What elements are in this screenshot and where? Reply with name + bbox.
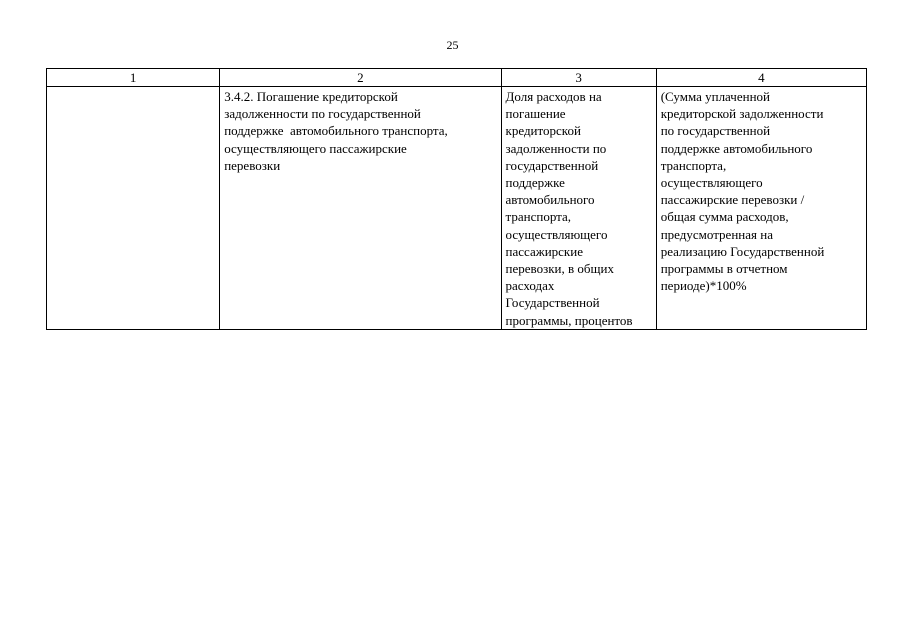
indicator-table — [46, 68, 867, 330]
table-row — [47, 87, 867, 330]
text-line: программы в отчетном — [660, 261, 788, 277]
page-number: 25 — [446, 38, 459, 52]
cell-indicator-description — [501, 87, 656, 330]
text-line: по государственной — [660, 123, 771, 139]
column-header-2: 2 — [220, 69, 501, 87]
text-line: осуществляющего пассажирские — [224, 140, 407, 156]
cell-calculation-formula — [656, 87, 866, 330]
text-line: задолженности по — [505, 140, 607, 156]
text-line: кредиторской — [505, 123, 581, 139]
text-line: предусмотренная на — [660, 226, 773, 242]
text-line: погашение — [505, 106, 566, 122]
text-line: осуществляющего — [505, 226, 608, 242]
text-line: общая сумма расходов, — [660, 209, 789, 225]
table-header-row — [47, 69, 867, 87]
text-line: осуществляющего — [660, 175, 763, 191]
text-line: программы, процентов — [505, 312, 633, 328]
column-header-4: 4 — [656, 69, 866, 87]
cell-indicator-name — [220, 87, 501, 330]
text-line: реализацию Государственной — [660, 243, 825, 259]
text-line: транспорта, — [505, 209, 572, 225]
text-line: расходах — [505, 278, 555, 294]
text-line: (Сумма уплаченной — [660, 89, 770, 104]
text-line: поддержке автомобильного транспорта, — [224, 123, 448, 139]
text-line: периоде)*100% — [660, 278, 747, 294]
column-header-1: 1 — [47, 69, 220, 87]
text-line: перевозки — [224, 157, 281, 173]
text-line: поддержке — [505, 175, 565, 191]
text-line: пассажирские перевозки / — [660, 192, 805, 208]
text-line: задолженности по государственной — [224, 106, 421, 122]
text-line: пассажирские — [505, 243, 583, 259]
text-line: автомобильного — [505, 192, 595, 208]
column-header-3: 3 — [501, 69, 656, 87]
text-line: государственной — [505, 157, 599, 173]
cell-empty-col1 — [47, 87, 220, 330]
text-line: кредиторской задолженности — [660, 106, 824, 122]
text-line: транспорта, — [660, 157, 727, 173]
text-line: поддержке автомобильного — [660, 140, 813, 156]
text-line: Доля расходов на — [505, 89, 602, 104]
text-line: 3.4.2. Погашение кредиторской — [224, 89, 398, 104]
text-line: Государственной — [505, 295, 600, 311]
text-line: перевозки, в общих — [505, 261, 614, 277]
